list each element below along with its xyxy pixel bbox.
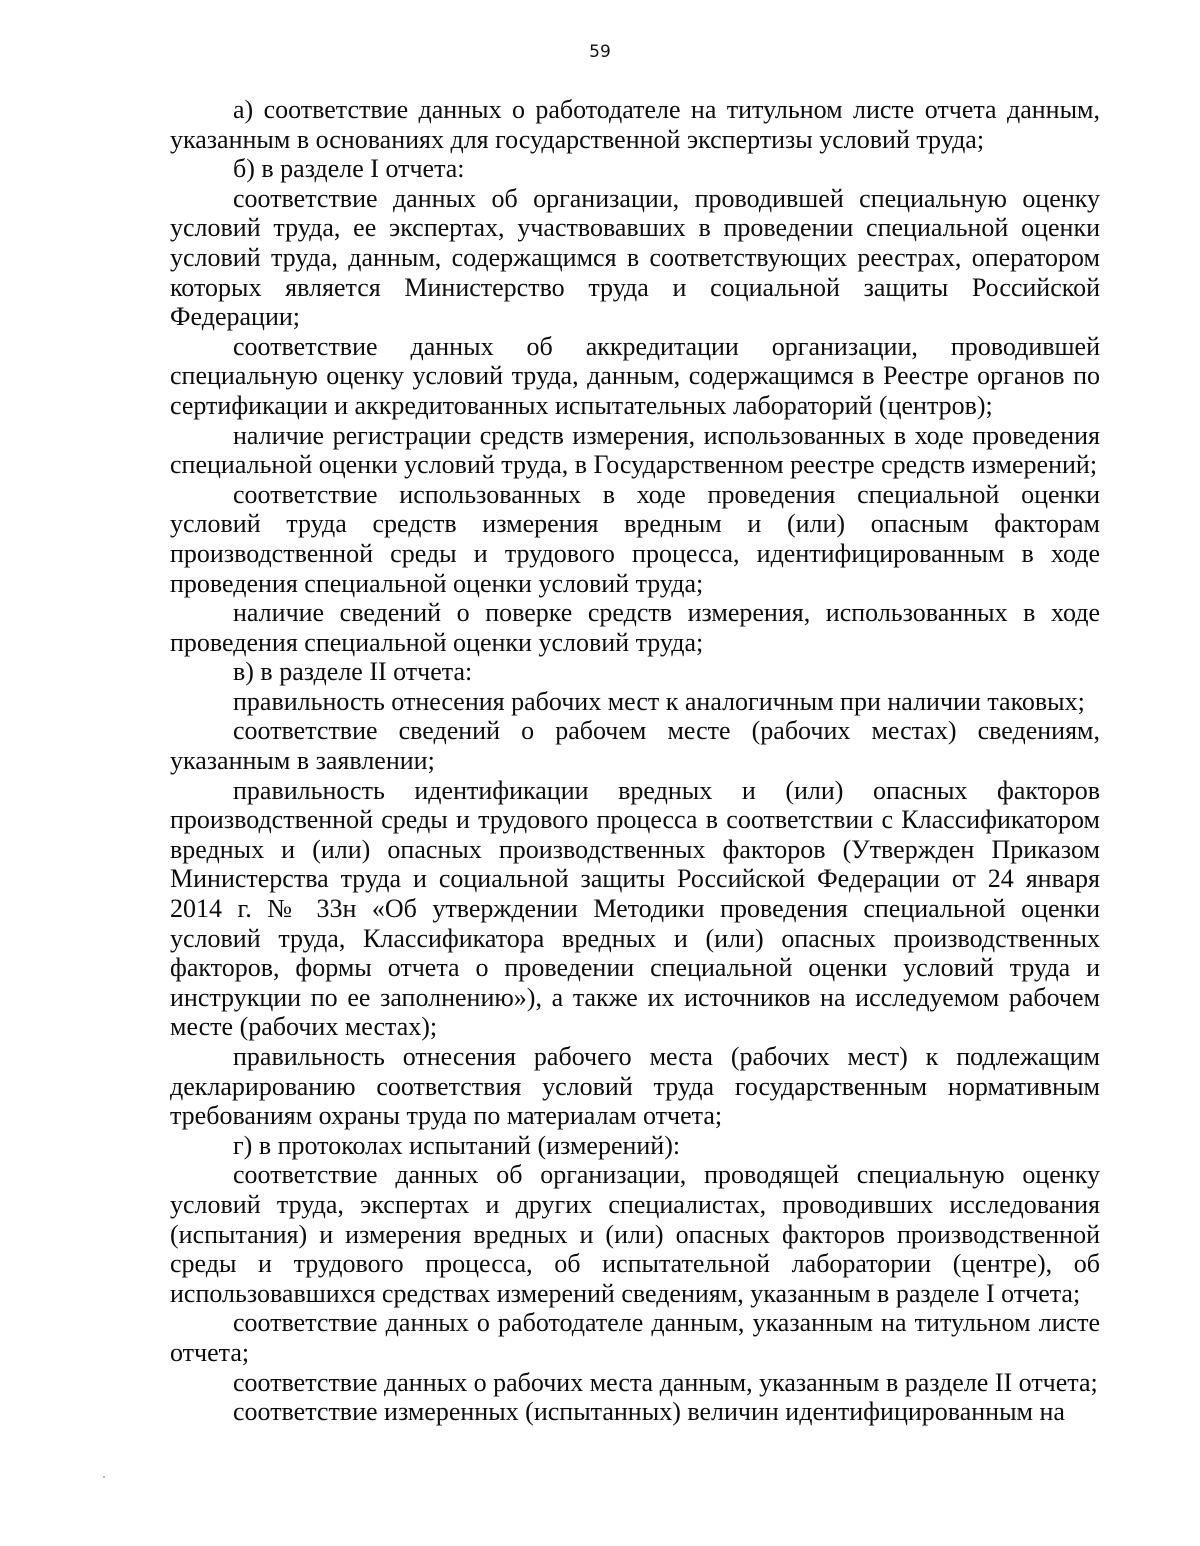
- paragraph: соответствие данных об аккредитации организации, проводившей специальную оценку условий труда, данным, содержащимся в Реестре органов по сертификации и аккредитованных испытательных лабораторий (центров);: [170, 331, 1100, 420]
- paragraph: правильность отнесения рабочего места (рабочих мест) к подлежащим декларированию соответствия условий труда государственным нормативным требованиям охраны труда по материалам отчета;: [170, 1042, 1100, 1131]
- paragraph: г) в протоколах испытаний (измерений):: [233, 1130, 681, 1160]
- paragraph: правильность идентификации вредных и (или) опасных факторов производственной среды и трудового процесса в соответствии с Классификатором вредных и (или) опасных производственных факторов (Утвержден Приказом Министерства труда и социальной защиты Российской Федерации от 24 января 2014 г. № 33н «Об утверждении Методики проведения специальной оценки условий труда, Классификатора вредных и (или) опасных производственных факторов, формы отчета о проведении специальной оценки условий труда и инструкции по ее заполнению»), а также их источников на исследуемом рабочем месте (рабочих местах);: [170, 775, 1100, 1042]
- paragraph: наличие сведений о поверке средств измерения, использованных в ходе проведения специальной оценки условий труда;: [170, 598, 1100, 657]
- paragraph: соответствие сведений о рабочем месте (рабочих местах) сведениям, указанным в заявлении;: [170, 716, 1100, 776]
- paragraph: соответствие данных об организации, проводившей специальную оценку условий труда, ее экспертах, участвовавших в проведении специальной оценки условий труда, данным, содержащимся в соответствующих реестрах, оператором которых является Министерство труда и социальной защиты Российской Федерации;: [170, 183, 1100, 332]
- paragraph: соответствие данных о работодателе данным, указанным на титульном листе отчета;: [170, 1308, 1100, 1367]
- paragraph: соответствие данных об организации, проводящей специальную оценку условий труда, экспертах и других специалистах, проводивших исследования (испытания) и измерения вредных и (или) опасных факторов производственной среды и трудового процесса, об испытательной лаборатории (центре), об использовавшихся средствах измерений сведениям, указанным в разделе I отчета;: [170, 1160, 1100, 1308]
- scan-artifact: [103, 1476, 105, 1478]
- paragraph: соответствие измеренных (испытанных) величин идентифицированным на: [233, 1397, 1065, 1427]
- paragraph: правильность отнесения рабочих мест к аналогичным при наличии таковых;: [233, 686, 1085, 716]
- paragraph: в) в разделе II отчета:: [233, 657, 473, 687]
- document-body: [170, 95, 1100, 1427]
- paragraph: соответствие использованных в ходе проведения специальной оценки условий труда средств измерения вредным и (или) опасным факторам производственной среды и трудового процесса, идентифицированным в ходе проведения специальной оценки условий труда;: [170, 479, 1100, 598]
- page-number: 59: [589, 42, 611, 62]
- paragraph: б) в разделе I отчета:: [233, 154, 465, 184]
- paragraph: а) соответствие данных о работодателе на титульном листе отчета данным, указанным в основаниях для государственной экспертизы условий труда;: [170, 95, 1100, 154]
- paragraph: наличие регистрации средств измерения, использованных в ходе проведения специальной оценки условий труда, в Государственном реестре средств измерений;: [170, 420, 1100, 480]
- paragraph: соответствие данных о рабочих места данным, указанным в разделе II отчета;: [233, 1367, 1098, 1397]
